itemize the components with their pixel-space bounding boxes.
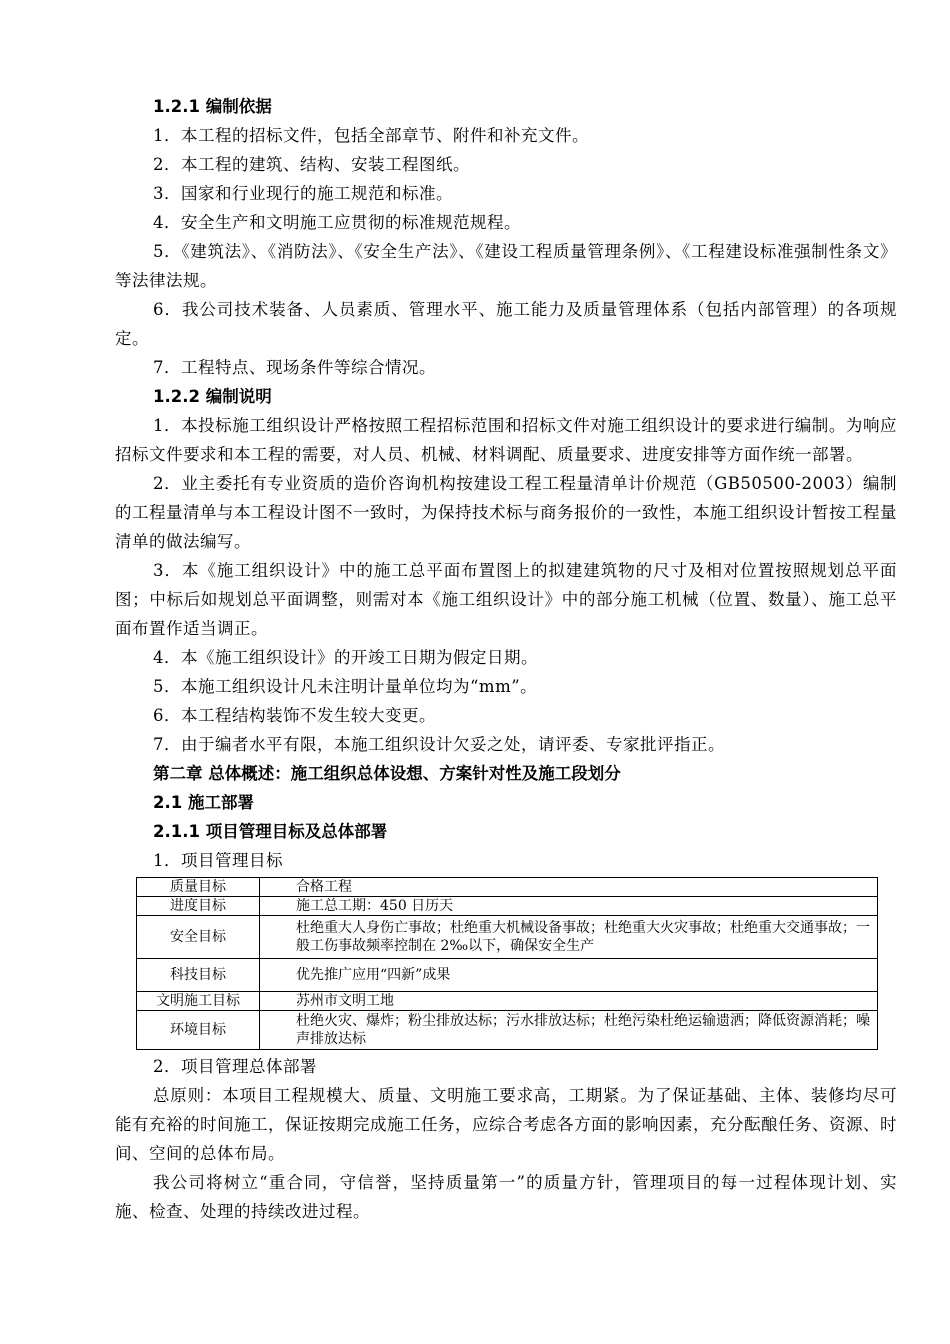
section-2-1-1-heading: 2.1.1 项目管理目标及总体部署 [153, 822, 388, 841]
deploy-heading: 2．项目管理总体部署 [153, 1057, 317, 1076]
goal-label: 科技目标 [137, 959, 260, 992]
goal-label: 进度目标 [137, 897, 260, 916]
document-page [115, 92, 897, 1226]
basis-item-3: 3．国家和行业现行的施工规范和标准。 [153, 184, 453, 203]
section-1-2-2-heading: 1.2.2 编制说明 [153, 387, 272, 406]
deploy-paragraph-1: 总原则：本项目工程规模大、质量、文明施工要求高，工期紧。为了保证基础、主体、装修均尽可能有充裕的时间施工，保证按期完成施工任务，应综合考虑各方面的影响因素，充分酝酿任务、资源、时间、空间的总体布局。 [115, 1086, 897, 1163]
goals-table [136, 877, 878, 1050]
goal-label: 安全目标 [137, 916, 260, 959]
table-row [137, 1011, 878, 1050]
table-row [137, 959, 878, 992]
note-item-5: 5．本施工组织设计凡未注明计量单位均为“mm”。 [153, 677, 538, 696]
note-item-2: 2．业主委托有专业资质的造价咨询机构按建设工程工程量清单计价规范（GB50500-2003）编制的工程量清单与本工程设计图不一致时，为保持技术标与商务报价的一致性，本施工组织设计暂按工程量清单的做法编写。 [115, 474, 897, 551]
basis-item-7: 7．工程特点、现场条件等综合情况。 [153, 358, 436, 377]
basis-item-2: 2．本工程的建筑、结构、安装工程图纸。 [153, 155, 470, 174]
table-row [137, 916, 878, 959]
note-item-3: 3．本《施工组织设计》中的施工总平面布置图上的拟建建筑物的尺寸及相对位置按照规划总平面图；中标后如规划总平面调整，则需对本《施工组织设计》中的部分施工机械（位置、数量）、施工总平面布置作适当调正。 [115, 561, 897, 638]
note-item-1: 1．本投标施工组织设计严格按照工程招标范围和招标文件对施工组织设计的要求进行编制。为响应招标文件要求和本工程的需要，对人员、机械、材料调配、质量要求、进度安排等方面作统一部署。 [115, 416, 897, 464]
note-item-7: 7．由于编者水平有限，本施工组织设计欠妥之处，请评委、专家批评指正。 [153, 735, 725, 754]
goal-label: 环境目标 [137, 1011, 260, 1050]
basis-item-6: 6．我公司技术装备、人员素质、管理水平、施工能力及质量管理体系（包括内部管理）的各项规定。 [115, 300, 897, 348]
table-row [137, 897, 878, 916]
note-item-4: 4．本《施工组织设计》的开竣工日期为假定日期。 [153, 648, 538, 667]
basis-item-4: 4．安全生产和文明施工应贯彻的标准规范规程。 [153, 213, 521, 232]
goal-value: 合格工程 [260, 878, 878, 897]
table-row [137, 878, 878, 897]
basis-item-1: 1．本工程的招标文件，包括全部章节、附件和补充文件。 [153, 126, 589, 145]
basis-item-5: 5．《建筑法》、《消防法》、《安全生产法》、《建设工程质量管理条例》、《工程建设标准强制性条文》等法律法规。 [115, 242, 897, 290]
goal-value: 杜绝重大人身伤亡事故；杜绝重大机械设备事故；杜绝重大火灾事故；杜绝重大交通事故；一般工伤事故频率控制在 2‰以下，确保安全生产 [260, 916, 878, 959]
section-1-2-1-heading: 1.2.1 编制依据 [153, 97, 272, 116]
goals-heading: 1．项目管理目标 [153, 851, 283, 870]
section-2-1-heading: 2.1 施工部署 [153, 793, 254, 812]
table-row [137, 992, 878, 1011]
chapter-2-heading: 第二章 总体概述：施工组织总体设想、方案针对性及施工段划分 [153, 764, 621, 783]
goal-value: 优先推广应用“四新”成果 [260, 959, 878, 992]
goal-value: 杜绝火灾、爆炸；粉尘排放达标；污水排放达标；杜绝污染杜绝运输遗洒；降低资源消耗；噪声排放达标 [260, 1011, 878, 1050]
note-item-6: 6．本工程结构装饰不发生较大变更。 [153, 706, 436, 725]
goal-label: 文明施工目标 [137, 992, 260, 1011]
deploy-paragraph-2: 我公司将树立“重合同，守信誉，坚持质量第一”的质量方针，管理项目的每一过程体现计划、实施、检查、处理的持续改进过程。 [115, 1173, 897, 1221]
goal-label: 质量目标 [137, 878, 260, 897]
goal-value: 苏州市文明工地 [260, 992, 878, 1011]
goal-value: 施工总工期：450 日历天 [260, 897, 878, 916]
